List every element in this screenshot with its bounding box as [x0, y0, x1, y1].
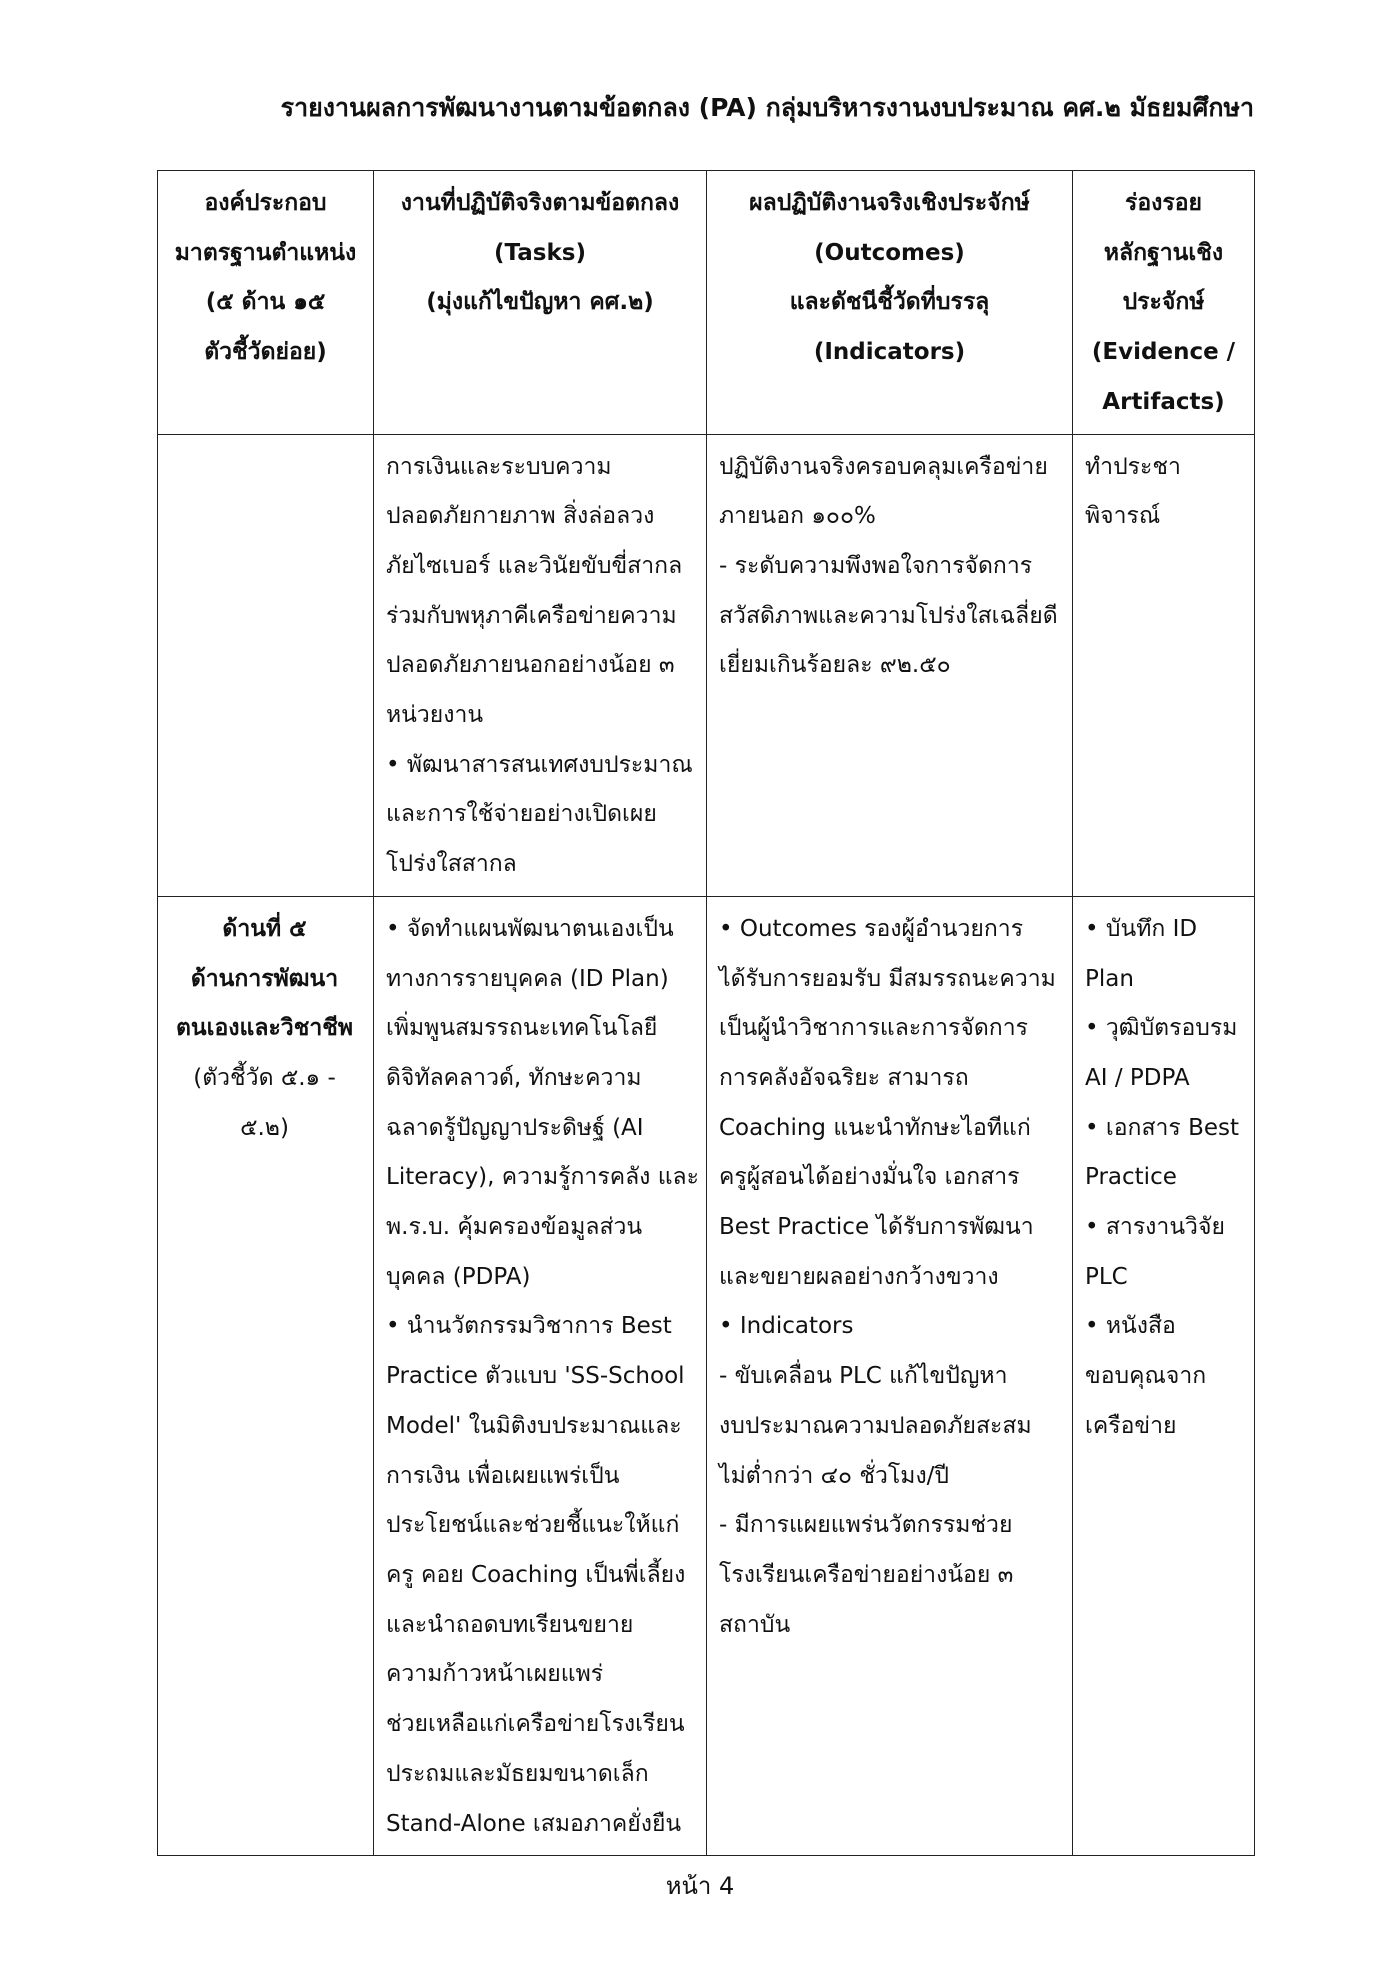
- row2-task-line: ช่วยเหลือแก่เครือข่ายโรงเรียน: [386, 1711, 685, 1738]
- row1-task-line: ภัยไซเบอร์ และวินัยขับขี่สากล: [386, 552, 683, 579]
- page-header-title: รายงานผลการพัฒนางานตามข้อตกลง (PA) กลุ่มบริหารงานงบประมาณ คศ.๒ มัธยมศึกษา: [280, 93, 1254, 122]
- row2-task-line: ประถมและมัธยมขนาดเล็ก: [386, 1760, 649, 1787]
- header-outcomes-line: ผลปฏิบัติงานจริงเชิงประจักษ์: [749, 190, 1030, 216]
- row2-outcome-line: โรงเรียนเครือข่ายอย่างน้อย ๓: [719, 1561, 1014, 1588]
- row2-outcome-line: • Indicators: [719, 1313, 854, 1340]
- row2-component-line: ด้านที่ ๕: [222, 915, 307, 942]
- row2-tasks-cell: [374, 896, 707, 1855]
- row2-task-line: ฉลาดรู้ปัญญาประดิษฐ์ (AI: [386, 1114, 644, 1141]
- table-header-row: [158, 171, 1255, 435]
- row2-task-line: • จัดทำแผนพัฒนาตนเองเป็น: [386, 915, 674, 942]
- header-outcomes: [707, 171, 1073, 435]
- row2-component-line: ๕.๒): [240, 1114, 289, 1141]
- row1-task-line: โปร่งใสสากล: [386, 851, 517, 878]
- table-row: [158, 434, 1255, 896]
- header-evidence-line: ประจักษ์: [1122, 289, 1205, 316]
- row2-outcome-line: Best Practice ได้รับการพัฒนา: [719, 1214, 1034, 1241]
- row1-outcome-line: - ระดับความพึงพอใจการจัดการ: [719, 552, 1033, 579]
- row1-task-line: ร่วมกับพหุภาคีเครือข่ายความ: [386, 602, 677, 629]
- row2-evidence-line: • สารงานวิจัย: [1085, 1214, 1225, 1241]
- row2-outcome-line: ไม่ต่ำกว่า ๔๐ ชั่วโมง/ปี: [719, 1462, 950, 1489]
- header-tasks-line: (มุ่งแก้ไขปัญหา คศ.๒): [426, 289, 654, 316]
- header-evidence: [1073, 171, 1255, 435]
- row2-outcome-line: ได้รับการยอมรับ มีสมรรถนะความ: [719, 965, 1056, 992]
- header-evidence-line: (Evidence /: [1091, 339, 1236, 366]
- row2-outcome-line: - ขับเคลื่อน PLC แก้ไขปัญหา: [719, 1363, 1008, 1390]
- header-tasks-line: งานที่ปฏิบัติจริงตามข้อตกลง: [400, 190, 680, 216]
- header-tasks: [374, 171, 707, 435]
- row2-component-line: (ตัวชี้วัด ๕.๑ -: [193, 1064, 336, 1091]
- row1-task-line: หน่วยงาน: [386, 702, 484, 729]
- row1-evidence-line: พิจารณ์: [1085, 503, 1161, 530]
- row2-task-line: Literacy), ความรู้การคลัง และ: [386, 1164, 699, 1191]
- row2-evidence-line: Practice: [1085, 1164, 1177, 1191]
- row2-task-line: และนำถอดบทเรียนขยาย: [386, 1611, 634, 1638]
- row2-evidence-line: • หนังสือ: [1085, 1313, 1176, 1340]
- row2-task-line: Practice ตัวแบบ 'SS-School: [386, 1363, 685, 1390]
- row2-outcome-line: เป็นผู้นำวิชาการและการจัดการ: [719, 1015, 1029, 1042]
- row2-evidence-cell: [1073, 896, 1255, 1855]
- row1-outcome-line: เยี่ยมเกินร้อยละ ๙๒.๕๐: [719, 652, 951, 679]
- row1-task-line: • พัฒนาสารสนเทศงบประมาณ: [386, 751, 693, 778]
- header-evidence-line: ร่องรอย: [1124, 190, 1203, 216]
- row2-evidence-line: • เอกสาร Best: [1085, 1114, 1240, 1141]
- header-tasks-line: (Tasks): [494, 239, 586, 266]
- row2-evidence-line: AI / PDPA: [1085, 1064, 1190, 1091]
- row1-task-line: ปลอดภัยกายภาพ สิ่งล่อลวง: [386, 503, 655, 530]
- row1-outcome-line: ปฏิบัติงานจริงครอบคลุมเครือข่าย: [719, 453, 1048, 480]
- header-outcomes-line: (Indicators): [813, 339, 966, 366]
- row2-task-line: ครู คอย Coaching เป็นพี่เลี้ยง: [386, 1561, 686, 1588]
- header-outcomes-line: (Outcomes): [814, 239, 965, 266]
- header-component-line: (๕ ด้าน ๑๕: [205, 289, 326, 316]
- header-outcomes-line: และดัชนีชี้วัดที่บรรลุ: [789, 289, 990, 316]
- row2-task-line: Stand-Alone เสมอภาคยั่งยืน: [386, 1810, 682, 1837]
- row2-component-line: ตนเองและวิชาชีพ: [175, 1015, 354, 1042]
- row1-task-line: และการใช้จ่ายอย่างเปิดเผย: [386, 801, 657, 828]
- row1-outcome-line: สวัสดิภาพและความโปร่งใสเฉลี่ยดี: [719, 602, 1058, 629]
- row2-outcome-line: สถาบัน: [719, 1611, 791, 1638]
- row2-component-cell: [158, 896, 374, 1855]
- row2-evidence-line: เครือข่าย: [1085, 1412, 1177, 1439]
- row2-outcomes-cell: [707, 896, 1073, 1855]
- row2-task-line: Model' ในมิติงบประมาณและ: [386, 1412, 682, 1439]
- row2-task-line: การเงิน เพื่อเผยแพร่เป็น: [386, 1462, 620, 1489]
- header-component: [158, 171, 374, 435]
- header-component-line: มาตรฐานตำแหน่ง: [174, 239, 357, 266]
- header-evidence-line: หลักฐานเชิง: [1103, 239, 1224, 266]
- row2-task-line: บุคคล (PDPA): [386, 1263, 531, 1290]
- pa-report-table: [157, 170, 1255, 1856]
- table-row: [158, 896, 1255, 1855]
- row2-task-line: เพิ่มพูนสมรรถนะเทคโนโลยี: [386, 1015, 658, 1042]
- row2-evidence-line: • บันทึก ID: [1085, 915, 1198, 942]
- row1-task-line: การเงินและระบบความ: [386, 453, 612, 480]
- row2-evidence-line: PLC: [1085, 1263, 1128, 1290]
- row1-outcome-line: ภายนอก ๑๐๐%: [719, 503, 876, 530]
- row2-outcome-line: Coaching แนะนำทักษะไอทีแก่: [719, 1114, 1031, 1141]
- row2-outcome-line: และขยายผลอย่างกว้างขวาง: [719, 1263, 999, 1290]
- header-component-line: ตัวชี้วัดย่อย): [204, 339, 327, 366]
- row2-outcome-line: งบประมาณความปลอดภัยสะสม: [719, 1412, 1032, 1439]
- row2-task-line: • นำนวัตกรรมวิชาการ Best: [386, 1313, 672, 1340]
- header-component-line: องค์ประกอบ: [204, 190, 327, 216]
- row2-outcome-line: ครูผู้สอนได้อย่างมั่นใจ เอกสาร: [719, 1164, 1020, 1191]
- row2-component-line: ด้านการพัฒนา: [190, 965, 339, 992]
- row2-outcome-line: - มีการแผยแพร่นวัตกรรมช่วย: [719, 1512, 1013, 1539]
- row1-component-cell: [158, 434, 374, 896]
- row2-task-line: ดิจิทัลคลาวด์, ทักษะความ: [386, 1064, 642, 1091]
- row2-outcome-line: การคลังอัจฉริยะ สามารถ: [719, 1064, 969, 1091]
- row2-evidence-line: ขอบคุณจาก: [1085, 1363, 1207, 1390]
- row1-outcomes-cell: [707, 434, 1073, 896]
- row2-task-line: ทางการรายบุคคล (ID Plan): [386, 965, 669, 992]
- row1-tasks-cell: [374, 434, 707, 896]
- row2-task-line: ประโยชน์และช่วยชี้แนะให้แก่: [386, 1512, 680, 1539]
- row1-task-line: ปลอดภัยภายนอกอย่างน้อย ๓: [386, 652, 675, 679]
- row2-outcome-line: • Outcomes รองผู้อำนวยการ: [719, 915, 1024, 942]
- row2-task-line: พ.ร.บ. คุ้มครองข้อมูลส่วน: [386, 1214, 643, 1241]
- row2-evidence-line: Plan: [1085, 965, 1134, 992]
- page-number: หน้า 4: [665, 1872, 735, 1900]
- row2-evidence-line: • วุฒิบัตรอบรม: [1085, 1015, 1238, 1042]
- row1-evidence-cell: [1073, 434, 1255, 896]
- row2-task-line: ความก้าวหน้าเผยแพร่: [386, 1661, 604, 1688]
- header-evidence-line: Artifacts): [1102, 388, 1225, 415]
- row1-evidence-line: ทำประชา: [1085, 453, 1181, 480]
